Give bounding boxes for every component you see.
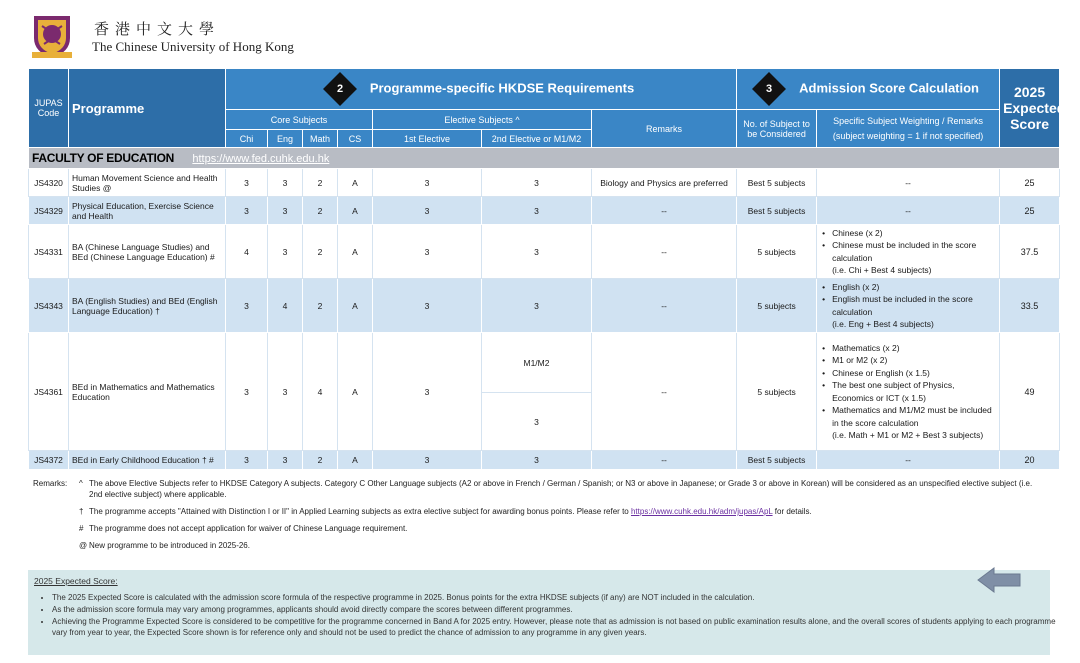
table-row [29,169,1060,197]
weighting-cell: -- [817,169,1000,197]
first-elective-level: 3 [373,333,482,451]
second-elective-m1m2: M1/M2 [482,333,592,393]
num-subjects: 5 subjects [737,333,817,451]
programme-header: Programme [69,69,226,148]
remarks-cell: -- [592,225,737,279]
university-name-en: The Chinese University of Hong Kong [92,39,294,54]
jupas-code: JS4343 [29,279,69,333]
note-item: • As the admission score formula may vary among programmes, applicants should avoid directly compare the scores between different programmes. [52,604,1062,615]
elective-subjects-header: Elective Subjects ^ [373,110,592,130]
weighting-item: (i.e. Math + M1 or M2 + Best 3 subjects) [832,430,984,440]
math-level: 2 [303,169,338,197]
second-elective-header: 2nd Elective or M1/M2 [482,130,592,148]
table-row [29,279,1060,333]
back-arrow-icon[interactable] [976,566,1022,594]
apl-link[interactable]: https://www.cuhk.edu.hk/adm/jupas/ApL [630,507,773,516]
first-elective-level: 3 [373,169,482,197]
weighting-item: • M1 or M2 (x 2) [832,354,996,367]
cs-level: A [338,451,373,470]
table-row [29,197,1060,225]
remarks-cell: -- [592,333,737,451]
expected-score: 20 [1000,451,1060,470]
university-name-cn: 香港中文大學 [94,20,221,38]
chi-level: 4 [226,225,268,279]
num-subjects-header: No. of Subject to be Considered [737,110,817,148]
programme-name: Physical Education, Exercise Science and Health [69,197,226,225]
weighting-cell [817,225,1000,279]
remarks-cell: -- [592,197,737,225]
math-level: 4 [303,333,338,451]
first-elective-level: 3 [373,451,482,470]
eng-level: 3 [268,169,303,197]
math-level: 2 [303,197,338,225]
remarks-label: Remarks: [33,479,68,488]
expected-score: 49 [1000,333,1060,451]
second-elective-level: 3 [482,279,592,333]
remark-symbol: ^ [79,479,83,488]
weighting-item: • English must be included in the score calculation [832,293,996,318]
weighting-cell [817,279,1000,333]
math-level: 2 [303,279,338,333]
table-row [29,225,1060,279]
eng-header: Eng [268,130,303,148]
first-elective-header: 1st Elective [373,130,482,148]
cs-level: A [338,169,373,197]
weighting-item: • English (x 2) [832,281,996,294]
faculty-row [29,148,1060,169]
math-level: 2 [303,451,338,470]
remarks-header: Remarks [592,110,737,148]
remark-text: The programme accepts "Attained with Distinction I or II" in Applied Learning subjects as extra elective subject for awarding bonus points. Please refer to https://www.cuhk.edu.hk/adm/jupas/ApL for details. [89,507,812,516]
chi-level: 3 [226,169,268,197]
eng-level: 3 [268,333,303,451]
eng-level: 3 [268,197,303,225]
second-elective-level: 3 [482,169,592,197]
math-header: Math [303,130,338,148]
first-elective-level: 3 [373,279,482,333]
remark-item [33,478,1043,500]
remark-text: The programme does not accept application for waiver of Chinese Language requirement. [89,524,408,533]
second-elective-level: 3 [482,451,592,470]
weighting-item: (i.e. Chi + Best 4 subjects) [832,265,932,275]
second-elective-level: 3 [482,197,592,225]
remark-text: New programme to be introduced in 2025-26. [89,541,250,550]
num-subjects: Best 5 subjects [737,169,817,197]
core-subjects-header: Core Subjects [226,110,373,130]
first-elective-level: 3 [373,225,482,279]
weighting-header: Specific Subject Weighting / Remarks (subject weighting = 1 if not specified) [817,110,1000,148]
remark-item [33,540,1043,551]
jupas-code-header: JUPAS Code [29,69,69,148]
remarks-cell: -- [592,279,737,333]
cs-level: A [338,279,373,333]
university-header [28,12,328,62]
remark-item [33,523,1043,534]
num-subjects: 5 subjects [737,279,817,333]
programme-name: BEd in Mathematics and Mathematics Education [69,333,226,451]
remark-symbol: @ [79,541,88,550]
second-elective-level: 3 [482,393,592,451]
eng-level: 3 [268,225,303,279]
weighting-item: • Chinese must be included in the score calculation [832,239,996,264]
weighting-item: • Chinese or English (x 1.5) [832,367,996,380]
expected-score: 37.5 [1000,225,1060,279]
weighting-cell [817,333,1000,451]
expected-score: 25 [1000,197,1060,225]
weighting-item: • Mathematics (x 2) [832,342,996,355]
note-item: • The 2025 Expected Score is calculated with the admission score formula of the respective programme in 2025. Bonus points for the extra HKDSE subjects (if any) are NOT included in the calculation. [52,592,1062,603]
num-subjects: 5 subjects [737,225,817,279]
section3-header: 3 Admission Score Calculation [737,69,1000,110]
expected-score-note-title: 2025 Expected Score: [34,576,118,586]
expected-score: 33.5 [1000,279,1060,333]
cs-level: A [338,197,373,225]
eng-level: 4 [268,279,303,333]
chi-level: 3 [226,451,268,470]
programme-name: BEd in Early Childhood Education † # [69,451,226,470]
second-elective-level: 3 [482,225,592,279]
remark-symbol: † [79,507,84,516]
section2-badge: 2 [323,72,357,106]
weighting-item: (i.e. Eng + Best 4 subjects) [832,319,934,329]
remark-text: The above Elective Subjects refer to HKDSE Category A subjects. Category C Other Language subjects (A2 or above in French / German / Spanish; or N3 or above in Japanese; or Grade 3 or above in Korean) will be considered as an unspecified elective subject (i.e. 2nd elective subject) where applicable. [89,479,1033,499]
jupas-code: JS4372 [29,451,69,470]
faculty-name: FACULTY OF EDUCATION [32,151,174,165]
weighting-item: • Chinese (x 2) [832,227,996,240]
remarks-cell: -- [592,451,737,470]
faculty-link[interactable]: https://www.fed.cuhk.edu.hk [192,153,330,165]
eng-level: 3 [268,451,303,470]
jupas-code: JS4331 [29,225,69,279]
weighting-item: • The best one subject of Physics, Economics or ICT (x 1.5) [832,379,996,404]
jupas-code: JS4329 [29,197,69,225]
chi-level: 3 [226,333,268,451]
chi-level: 3 [226,279,268,333]
section3-badge: 3 [752,72,786,106]
weighting-item: • Mathematics and M1/M2 must be included in the score calculation [832,404,996,429]
math-level: 2 [303,225,338,279]
chi-level: 3 [226,197,268,225]
expected-score-note [28,570,1056,655]
section2-header: 2 Programme-specific HKDSE Requirements [226,69,737,110]
expected-score-header: 2025 Expected Score [1000,69,1060,148]
expected-score: 25 [1000,169,1060,197]
programme-table [28,68,1066,470]
jupas-code: JS4361 [29,333,69,451]
chi-header: Chi [226,130,268,148]
university-crest-icon [28,12,76,60]
table-row [29,333,1060,393]
note-item: • Achieving the Programme Expected Score is considered to be competitive for the programme concerned in Band A for 2025 entry. However, please note that as admission is not based on public examination results alone, and the overall scores of students applying to each programme vary from year to year, the Expected Score shown is for reference only and should not be used to predict the chance of admission to any programme in any given years. [52,616,1062,638]
num-subjects: Best 5 subjects [737,451,817,470]
cs-level: A [338,333,373,451]
remark-item [33,506,1043,517]
programme-name: BA (English Studies) and BEd (English Language Education) † [69,279,226,333]
cs-header: CS [338,130,373,148]
remarks-section [33,478,1043,557]
remarks-cell: Biology and Physics are preferred [592,169,737,197]
programme-name: Human Movement Science and Health Studies @ [69,169,226,197]
weighting-cell: -- [817,197,1000,225]
num-subjects: Best 5 subjects [737,197,817,225]
weighting-cell: -- [817,451,1000,470]
remark-symbol: # [79,524,84,533]
jupas-code: JS4320 [29,169,69,197]
first-elective-level: 3 [373,197,482,225]
cs-level: A [338,225,373,279]
programme-name: BA (Chinese Language Studies) and BEd (Chinese Language Education) # [69,225,226,279]
table-row [29,451,1060,470]
